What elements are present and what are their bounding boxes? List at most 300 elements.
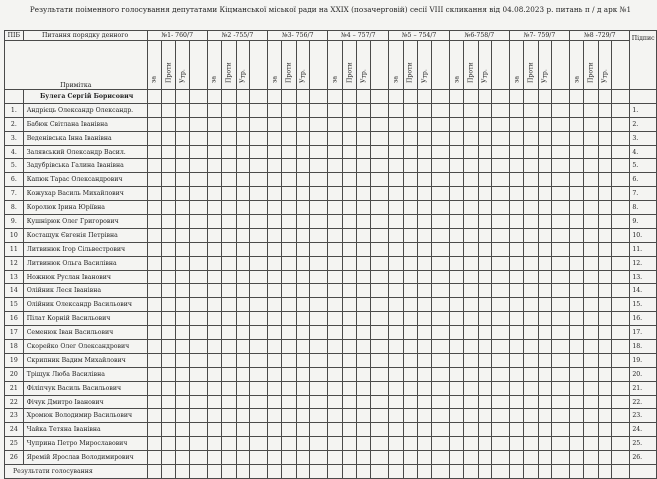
row-number: 6. xyxy=(5,173,24,187)
option-header-blank xyxy=(310,41,328,90)
vote-cell xyxy=(509,201,523,215)
vote-cell xyxy=(296,298,310,312)
vote-cell xyxy=(552,326,570,340)
vote-cell xyxy=(464,256,478,270)
vote-cell xyxy=(207,117,221,131)
signature-cell: 24. xyxy=(630,423,657,437)
vote-cell xyxy=(189,131,207,145)
signature-cell: 16. xyxy=(630,312,657,326)
vote-cell xyxy=(296,90,310,104)
result-cell xyxy=(161,465,175,479)
vote-cell xyxy=(403,159,418,173)
vote-cell xyxy=(296,367,310,381)
vote-cell xyxy=(524,423,538,437)
row-number: 20 xyxy=(5,367,24,381)
signature-cell: 14. xyxy=(630,284,657,298)
question-1-header: №1- 760/7 xyxy=(147,31,207,41)
vote-cell xyxy=(296,270,310,284)
vote-cell xyxy=(612,215,630,229)
vote-cell xyxy=(268,437,282,451)
vote-cell xyxy=(310,256,328,270)
vote-cell xyxy=(584,173,598,187)
vote-cell xyxy=(370,228,388,242)
vote-cell xyxy=(509,395,523,409)
vote-cell xyxy=(342,187,357,201)
vote-cell xyxy=(282,103,296,117)
vote-cell xyxy=(389,173,404,187)
vote-cell xyxy=(418,423,432,437)
vote-cell xyxy=(342,451,357,465)
option-header xyxy=(176,41,190,90)
vote-cell xyxy=(552,117,570,131)
vote-cell xyxy=(161,409,175,423)
vote-cell xyxy=(342,103,357,117)
vote-cell xyxy=(282,437,296,451)
option-header-blank xyxy=(491,41,509,90)
option-label: Утр. xyxy=(541,69,549,83)
vote-cell xyxy=(449,423,463,437)
vote-cell xyxy=(478,201,491,215)
vote-cell xyxy=(207,395,221,409)
vote-cell xyxy=(612,103,630,117)
vote-cell xyxy=(310,326,328,340)
vote-cell xyxy=(176,312,190,326)
vote-cell xyxy=(310,103,328,117)
vote-cell xyxy=(207,284,221,298)
vote-cell xyxy=(598,395,612,409)
vote-cell xyxy=(342,173,357,187)
vote-cell xyxy=(328,103,343,117)
vote-cell xyxy=(176,367,190,381)
result-cell xyxy=(389,465,404,479)
option-label: Утр. xyxy=(360,69,368,83)
vote-cell xyxy=(389,451,404,465)
vote-cell xyxy=(598,409,612,423)
vote-cell xyxy=(282,312,296,326)
vote-cell xyxy=(147,312,161,326)
vote-cell xyxy=(222,284,236,298)
vote-cell xyxy=(403,340,418,354)
vote-cell xyxy=(236,117,250,131)
result-cell xyxy=(431,465,449,479)
vote-cell xyxy=(552,284,570,298)
vote-cell xyxy=(464,340,478,354)
vote-cell xyxy=(147,159,161,173)
vote-cell xyxy=(310,242,328,256)
vote-cell xyxy=(282,395,296,409)
vote-cell xyxy=(161,90,175,104)
vote-cell xyxy=(552,228,570,242)
vote-cell xyxy=(161,367,175,381)
vote-cell xyxy=(524,340,538,354)
result-cell xyxy=(612,465,630,479)
vote-cell xyxy=(342,228,357,242)
vote-cell xyxy=(403,326,418,340)
option-label: Проти xyxy=(346,62,354,83)
vote-cell xyxy=(509,312,523,326)
vote-cell xyxy=(328,395,343,409)
result-cell xyxy=(370,465,388,479)
option-header xyxy=(538,41,552,90)
result-cell xyxy=(342,465,357,479)
result-cell xyxy=(236,465,250,479)
vote-cell xyxy=(310,298,328,312)
vote-cell xyxy=(370,340,388,354)
vote-cell xyxy=(418,117,432,131)
vote-cell xyxy=(328,256,343,270)
vote-cell xyxy=(524,326,538,340)
vote-cell xyxy=(222,90,236,104)
vote-cell xyxy=(236,159,250,173)
option-label: за xyxy=(150,75,158,83)
vote-cell xyxy=(236,187,250,201)
results-row xyxy=(5,465,657,479)
vote-cell xyxy=(250,242,268,256)
vote-cell xyxy=(418,242,432,256)
vote-cell xyxy=(236,312,250,326)
option-header-blank xyxy=(370,41,388,90)
question-7-header: №7- 759/7 xyxy=(509,31,569,41)
vote-cell xyxy=(389,312,404,326)
vote-cell xyxy=(357,242,371,256)
vote-cell xyxy=(357,395,371,409)
vote-cell xyxy=(176,270,190,284)
signature-cell: 9. xyxy=(630,215,657,229)
vote-cell xyxy=(612,270,630,284)
vote-cell xyxy=(296,228,310,242)
vote-cell xyxy=(570,117,584,131)
option-header xyxy=(296,41,310,90)
vote-cell xyxy=(598,367,612,381)
vote-cell xyxy=(389,242,404,256)
result-cell xyxy=(598,465,612,479)
vote-cell xyxy=(250,145,268,159)
vote-cell xyxy=(538,312,552,326)
signature-cell xyxy=(630,90,657,104)
deputy-name: Семенюк Іван Васильович xyxy=(23,326,147,340)
vote-cell xyxy=(538,228,552,242)
vote-cell xyxy=(584,228,598,242)
vote-cell xyxy=(357,103,371,117)
vote-cell xyxy=(584,103,598,117)
vote-cell xyxy=(403,90,418,104)
vote-cell xyxy=(449,228,463,242)
vote-cell xyxy=(296,256,310,270)
vote-cell xyxy=(612,201,630,215)
vote-cell xyxy=(403,381,418,395)
vote-cell xyxy=(222,131,236,145)
vote-cell xyxy=(478,326,491,340)
vote-cell xyxy=(268,312,282,326)
vote-cell xyxy=(524,145,538,159)
signature-cell: 3. xyxy=(630,131,657,145)
vote-cell xyxy=(176,256,190,270)
vote-cell xyxy=(147,145,161,159)
vote-cell xyxy=(222,381,236,395)
vote-cell xyxy=(310,228,328,242)
vote-table xyxy=(4,30,657,479)
vote-cell xyxy=(403,242,418,256)
vote-cell xyxy=(296,242,310,256)
result-cell xyxy=(630,465,657,479)
vote-cell xyxy=(431,340,449,354)
vote-cell xyxy=(250,103,268,117)
vote-cell xyxy=(431,103,449,117)
vote-cell xyxy=(207,187,221,201)
vote-cell xyxy=(282,145,296,159)
vote-cell xyxy=(296,131,310,145)
vote-cell xyxy=(584,409,598,423)
vote-cell xyxy=(147,423,161,437)
vote-cell xyxy=(491,423,509,437)
vote-cell xyxy=(570,145,584,159)
vote-cell xyxy=(552,395,570,409)
option-header xyxy=(282,41,296,90)
vote-cell xyxy=(250,270,268,284)
vote-cell xyxy=(418,381,432,395)
vote-cell xyxy=(161,284,175,298)
vote-cell xyxy=(370,159,388,173)
vote-cell xyxy=(161,395,175,409)
vote-cell xyxy=(207,381,221,395)
vote-cell xyxy=(161,103,175,117)
vote-cell xyxy=(161,423,175,437)
vote-cell xyxy=(418,298,432,312)
vote-cell xyxy=(403,409,418,423)
vote-cell xyxy=(403,284,418,298)
vote-cell xyxy=(389,228,404,242)
vote-cell xyxy=(310,423,328,437)
vote-cell xyxy=(176,117,190,131)
vote-cell xyxy=(538,173,552,187)
vote-cell xyxy=(403,423,418,437)
vote-cell xyxy=(147,326,161,340)
signature-cell: 4. xyxy=(630,145,657,159)
vote-cell xyxy=(552,242,570,256)
vote-cell xyxy=(268,159,282,173)
vote-cell xyxy=(478,451,491,465)
vote-cell xyxy=(296,117,310,131)
vote-cell xyxy=(189,451,207,465)
question-2-header: №2 -755/7 xyxy=(207,31,267,41)
table-row xyxy=(5,381,657,395)
vote-cell xyxy=(282,423,296,437)
vote-cell xyxy=(310,117,328,131)
vote-cell xyxy=(524,173,538,187)
vote-cell xyxy=(342,409,357,423)
vote-cell xyxy=(524,367,538,381)
vote-cell xyxy=(342,256,357,270)
vote-cell xyxy=(491,103,509,117)
vote-cell xyxy=(491,187,509,201)
option-label: за xyxy=(513,75,520,83)
vote-cell xyxy=(570,103,584,117)
vote-cell xyxy=(524,409,538,423)
vote-cell xyxy=(328,187,343,201)
table-row xyxy=(5,284,657,298)
vote-cell xyxy=(342,284,357,298)
option-header xyxy=(236,41,250,90)
vote-cell xyxy=(370,187,388,201)
question-8-header: №8 -729/7 xyxy=(570,31,630,41)
vote-cell xyxy=(491,201,509,215)
vote-cell xyxy=(189,395,207,409)
vote-cell xyxy=(296,353,310,367)
vote-cell xyxy=(584,312,598,326)
vote-cell xyxy=(268,381,282,395)
vote-cell xyxy=(342,270,357,284)
question-4-header: №4 – 757/7 xyxy=(328,31,389,41)
vote-cell xyxy=(570,381,584,395)
vote-cell xyxy=(403,256,418,270)
vote-cell xyxy=(282,381,296,395)
vote-cell xyxy=(370,90,388,104)
vote-cell xyxy=(310,312,328,326)
vote-cell xyxy=(296,187,310,201)
vote-cell xyxy=(207,409,221,423)
vote-cell xyxy=(478,395,491,409)
table-row xyxy=(5,256,657,270)
row-number: 17 xyxy=(5,326,24,340)
vote-cell xyxy=(207,340,221,354)
vote-cell xyxy=(403,117,418,131)
result-cell xyxy=(403,465,418,479)
vote-cell xyxy=(584,423,598,437)
vote-cell xyxy=(584,159,598,173)
vote-cell xyxy=(268,284,282,298)
table-row xyxy=(5,201,657,215)
vote-cell xyxy=(584,326,598,340)
vote-cell xyxy=(268,423,282,437)
vote-cell xyxy=(418,367,432,381)
vote-cell xyxy=(598,103,612,117)
vote-cell xyxy=(357,215,371,229)
row-number: 16 xyxy=(5,312,24,326)
vote-cell xyxy=(403,215,418,229)
vote-cell xyxy=(207,131,221,145)
vote-cell xyxy=(538,90,552,104)
vote-cell xyxy=(612,187,630,201)
vote-cell xyxy=(598,284,612,298)
vote-cell xyxy=(464,242,478,256)
result-cell xyxy=(509,465,523,479)
vote-cell xyxy=(464,367,478,381)
vote-cell xyxy=(584,201,598,215)
option-header xyxy=(268,41,282,90)
vote-cell xyxy=(570,173,584,187)
result-cell xyxy=(538,465,552,479)
vote-cell xyxy=(538,159,552,173)
vote-cell xyxy=(464,145,478,159)
vote-cell xyxy=(509,381,523,395)
vote-cell xyxy=(189,103,207,117)
signature-cell: 6. xyxy=(630,173,657,187)
vote-cell xyxy=(147,215,161,229)
vote-cell xyxy=(570,423,584,437)
vote-cell xyxy=(389,298,404,312)
vote-cell xyxy=(552,187,570,201)
vote-cell xyxy=(147,242,161,256)
signature-cell: 15. xyxy=(630,298,657,312)
vote-cell xyxy=(176,242,190,256)
vote-cell xyxy=(598,117,612,131)
vote-cell xyxy=(342,117,357,131)
signature-cell: 21. xyxy=(630,381,657,395)
table-row xyxy=(5,270,657,284)
vote-cell xyxy=(598,215,612,229)
signature-cell: 10. xyxy=(630,228,657,242)
vote-cell xyxy=(418,145,432,159)
vote-cell xyxy=(598,353,612,367)
vote-cell xyxy=(222,437,236,451)
deputy-name: Булега Сергій Борисович xyxy=(23,90,147,104)
vote-cell xyxy=(449,145,463,159)
option-header xyxy=(418,41,432,90)
option-label: Утр. xyxy=(601,69,609,83)
vote-cell xyxy=(418,270,432,284)
deputy-name: Литвинюк Ігор Сільвестрович xyxy=(23,242,147,256)
signature-cell: 22. xyxy=(630,395,657,409)
vote-cell xyxy=(189,367,207,381)
vote-cell xyxy=(207,423,221,437)
vote-cell xyxy=(478,256,491,270)
vote-cell xyxy=(612,90,630,104)
vote-cell xyxy=(250,312,268,326)
vote-cell xyxy=(370,131,388,145)
vote-cell xyxy=(370,395,388,409)
vote-cell xyxy=(176,353,190,367)
vote-cell xyxy=(403,201,418,215)
result-cell xyxy=(310,465,328,479)
option-header xyxy=(464,41,478,90)
vote-cell xyxy=(478,131,491,145)
vote-cell xyxy=(176,173,190,187)
vote-cell xyxy=(449,103,463,117)
vote-cell xyxy=(189,381,207,395)
vote-cell xyxy=(250,451,268,465)
vote-cell xyxy=(357,90,371,104)
vote-cell xyxy=(491,437,509,451)
vote-cell xyxy=(418,409,432,423)
vote-cell xyxy=(207,367,221,381)
vote-cell xyxy=(538,187,552,201)
vote-cell xyxy=(389,159,404,173)
vote-cell xyxy=(464,201,478,215)
vote-cell xyxy=(612,423,630,437)
vote-cell xyxy=(207,242,221,256)
vote-cell xyxy=(612,256,630,270)
vote-cell xyxy=(418,215,432,229)
vote-cell xyxy=(207,298,221,312)
vote-cell xyxy=(161,228,175,242)
vote-cell xyxy=(222,187,236,201)
vote-cell xyxy=(370,312,388,326)
vote-cell xyxy=(538,381,552,395)
vote-cell xyxy=(570,131,584,145)
result-cell xyxy=(328,465,343,479)
vote-cell xyxy=(598,187,612,201)
vote-cell xyxy=(478,187,491,201)
vote-cell xyxy=(250,215,268,229)
vote-cell xyxy=(524,103,538,117)
vote-cell xyxy=(464,423,478,437)
vote-cell xyxy=(598,159,612,173)
vote-cell xyxy=(370,242,388,256)
vote-cell xyxy=(612,395,630,409)
option-header xyxy=(509,41,523,90)
vote-cell xyxy=(370,298,388,312)
vote-cell xyxy=(403,367,418,381)
